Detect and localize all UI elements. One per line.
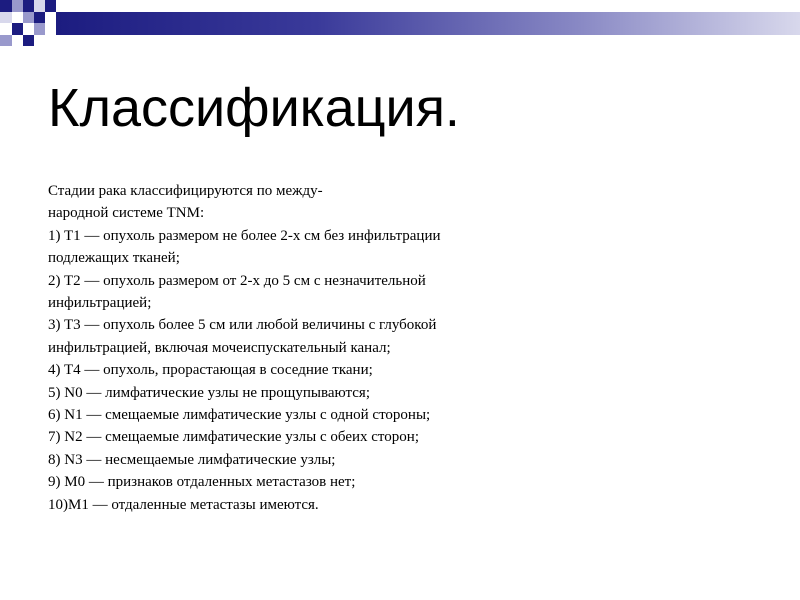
decor-square bbox=[23, 0, 34, 12]
decor-square bbox=[23, 35, 34, 46]
body-line: 9) M0 — признаков отдаленных метастазов нет; bbox=[48, 474, 356, 491]
decor-square bbox=[34, 0, 45, 12]
body-line: 10)M1 — отдаленные метастазы имеются. bbox=[48, 496, 319, 513]
decor-square bbox=[12, 0, 23, 12]
decor-square bbox=[45, 0, 56, 12]
decor-square bbox=[23, 12, 34, 23]
decor-square bbox=[0, 35, 12, 46]
header-gradient-bar bbox=[56, 12, 800, 35]
body-line: народной системе TNM: bbox=[48, 205, 205, 222]
decor-square bbox=[34, 12, 45, 23]
body-line: подлежащих тканей; bbox=[48, 250, 180, 267]
body-line: 3) T3 — опухоль более 5 см или любой величины с глубокой bbox=[48, 317, 437, 334]
body-line: 7) N2 — смещаемые лимфатические узлы с обеих сторон; bbox=[48, 429, 419, 446]
decor-square bbox=[34, 23, 45, 35]
body-line: 8) N3 — несмещаемые лимфатические узлы; bbox=[48, 451, 336, 468]
body-line: инфильтрацией; bbox=[48, 295, 152, 312]
body-line: 6) N1 — смещаемые лимфатические узлы с одной стороны; bbox=[48, 407, 431, 424]
body-line: 4) T4 — опухоль, прорастающая в соседние ткани; bbox=[48, 362, 373, 379]
body-line: 5) N0 — лимфатические узлы не прощупываются; bbox=[48, 384, 370, 401]
body-line: Стадии рака классифицируются по между- bbox=[48, 183, 323, 199]
slide-body bbox=[48, 180, 768, 516]
slide-title: Классификация. bbox=[48, 78, 460, 138]
decor-square bbox=[0, 12, 12, 23]
body-line: инфильтрацией, включая мочеиспускательный канал; bbox=[48, 339, 391, 356]
decorative-header bbox=[0, 0, 800, 50]
decor-square bbox=[12, 23, 23, 35]
body-line: 2) T2 — опухоль размером от 2-х до 5 см с незначительной bbox=[48, 272, 426, 289]
body-line: 1) T1 — опухоль размером не более 2-х см без инфильтрации bbox=[48, 227, 441, 244]
decor-square bbox=[0, 0, 12, 12]
